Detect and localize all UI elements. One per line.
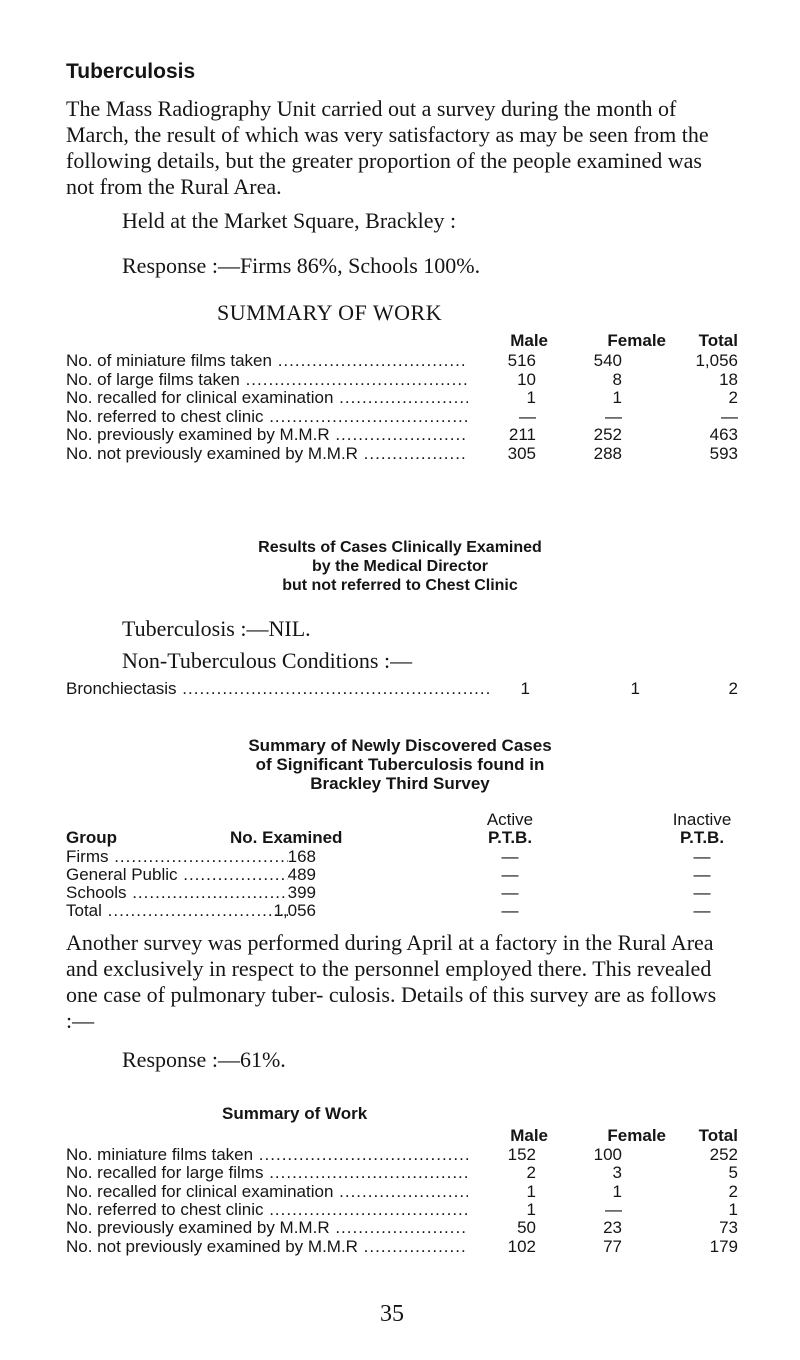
cell-total: 73: [719, 1218, 738, 1238]
table-row-label: No. referred to chest clinic .....: [66, 1200, 468, 1220]
bronchiectasis-male: 1: [520, 679, 530, 698]
cell-female: 100: [593, 1145, 622, 1164]
cell-inactive: —: [693, 901, 711, 920]
table-row-label: No. recalled for large films .....: [66, 1163, 468, 1183]
cell-active: —: [501, 883, 519, 902]
cell-female: 288: [593, 443, 622, 463]
cell-female: 77: [603, 1236, 622, 1256]
cell-female: 1: [612, 1181, 622, 1201]
cell-female: —: [605, 406, 622, 426]
header-group: Group: [66, 828, 117, 847]
table-row-label: No. recalled for clinical examination .....: [66, 1182, 468, 1202]
header-inactive-line1: Inactive: [672, 810, 732, 829]
response-rate-april: Response :—61%.: [122, 1047, 286, 1072]
header-total: Total: [698, 331, 738, 350]
cell-inactive: —: [693, 847, 711, 866]
intro-paragraph: The Mass Radiography Unit carried out a survey during the month of March, the result of which was very satisfactory as may be seen from the following details, but the greater proportion of the people examined was not from the Rural Area.: [66, 96, 709, 199]
page-number: 35: [380, 1301, 404, 1327]
cell-active: —: [501, 865, 519, 884]
table-row-label: No. previously examined by M.M.R .....: [66, 1218, 468, 1238]
table-row-label: No. of miniature films taken .....: [66, 351, 468, 371]
table-row-label: No. miniature films taken .....: [66, 1145, 468, 1165]
cell-total: 18: [719, 369, 738, 389]
bronchiectasis-total: 2: [728, 679, 738, 698]
cell-total: 463: [709, 425, 738, 444]
cell-total: 593: [709, 443, 738, 463]
cell-female: 540: [593, 351, 622, 370]
newly-discovered-title-line-2: of Significant Tuberculosis found in: [255, 755, 545, 774]
table-row-label: No. not previously examined by M.M.R .....: [66, 444, 468, 464]
cell-total: 1,056: [695, 351, 738, 370]
non-tuberculous-heading: Non-Tuberculous Conditions :—: [122, 648, 413, 673]
cell-male: 1: [526, 1199, 536, 1219]
newly-discovered-title-line-3: Brackley Third Survey: [310, 774, 490, 793]
cell-total: 1: [728, 1199, 738, 1219]
cell-examined: 1,056: [273, 901, 316, 920]
cell-examined: 489: [287, 865, 316, 884]
table-row-label: No. previously examined by M.M.R .....: [66, 425, 468, 445]
table-row-group: Schools .....: [66, 883, 288, 903]
cell-male: 516: [507, 351, 536, 370]
cell-active: —: [501, 901, 519, 920]
newly-discovered-title-line-1: Summary of Newly Discovered Cases: [248, 736, 552, 755]
summary-of-work-title: SUMMARY OF WORK: [217, 300, 443, 325]
results-title-line-2: by the Medical Director: [311, 558, 489, 575]
cell-active: —: [501, 847, 519, 866]
cell-examined: 168: [287, 847, 316, 866]
cell-male: 10: [517, 369, 536, 389]
header-female-2: Female: [607, 1126, 666, 1145]
cell-female: 1: [612, 388, 622, 407]
bronchiectasis-label: Bronchiectasis .....: [66, 679, 490, 699]
cell-male: 305: [507, 443, 536, 463]
header-total-2: Total: [698, 1126, 738, 1145]
bronchiectasis-female: 1: [630, 679, 640, 698]
cell-male: 1: [526, 1181, 536, 1201]
cell-total: 2: [728, 388, 738, 407]
table-row-group: Firms .....: [66, 847, 288, 867]
cell-total: 179: [709, 1236, 738, 1256]
cell-inactive: —: [693, 865, 711, 884]
results-title: [200, 538, 600, 595]
header-active-line1: Active: [486, 810, 534, 829]
cell-male: 102: [507, 1236, 536, 1256]
header-male-2: Male: [510, 1126, 548, 1145]
table-row-label: No. referred to chest clinic .....: [66, 407, 468, 427]
cell-female: 3: [612, 1163, 622, 1183]
newly-discovered-title: [200, 736, 600, 793]
cell-examined: 399: [287, 883, 316, 902]
table-row-label: No. of large films taken .....: [66, 370, 468, 390]
cell-total: —: [721, 406, 738, 426]
cell-total: 2: [728, 1181, 738, 1201]
cell-total: 5: [728, 1163, 738, 1183]
table-row-label: No. not previously examined by M.M.R .....: [66, 1237, 468, 1257]
table-row-group: Total .....: [66, 901, 288, 921]
cell-male: 211: [508, 425, 536, 444]
results-title-line-3: but not referred to Chest Clinic: [282, 577, 518, 594]
cell-total: 252: [709, 1145, 738, 1164]
april-survey-paragraph: Another survey was performed during April at a factory in the Rural Area and exclusively in respect to the personnel employed there. This revealed one case of pulmonary tuber- culosis. Details of this survey are as follows :—: [66, 930, 717, 1033]
cell-male: 50: [517, 1218, 536, 1238]
cell-inactive: —: [693, 883, 711, 902]
held-location: Held at the Market Square, Brackley :: [122, 208, 457, 233]
results-title-line-1: Results of Cases Clinically Examined: [258, 539, 542, 556]
table-row-group: General Public .....: [66, 865, 288, 885]
cell-male: 152: [507, 1145, 536, 1164]
response-rate-march: Response :—Firms 86%, Schools 100%.: [122, 253, 481, 278]
header-male: Male: [510, 331, 548, 350]
header-no-examined: No. Examined: [230, 828, 343, 847]
cell-female: 8: [612, 369, 622, 389]
cell-female: 23: [603, 1218, 622, 1238]
cell-male: 1: [526, 388, 536, 407]
cell-female: —: [605, 1199, 622, 1219]
section-heading: Tuberculosis: [66, 60, 196, 83]
cell-male: —: [519, 406, 536, 426]
tuberculosis-result: Tuberculosis :—NIL.: [122, 616, 311, 641]
summary-of-work-2-title: Summary of Work: [222, 1104, 368, 1123]
cell-female: 252: [593, 425, 622, 444]
header-inactive-line2: P.T.B.: [679, 828, 725, 847]
table-row-label: No. recalled for clinical examination .....: [66, 388, 468, 408]
header-female: Female: [607, 331, 666, 350]
header-active-line2: P.T.B.: [487, 828, 533, 847]
cell-male: 2: [526, 1163, 536, 1183]
